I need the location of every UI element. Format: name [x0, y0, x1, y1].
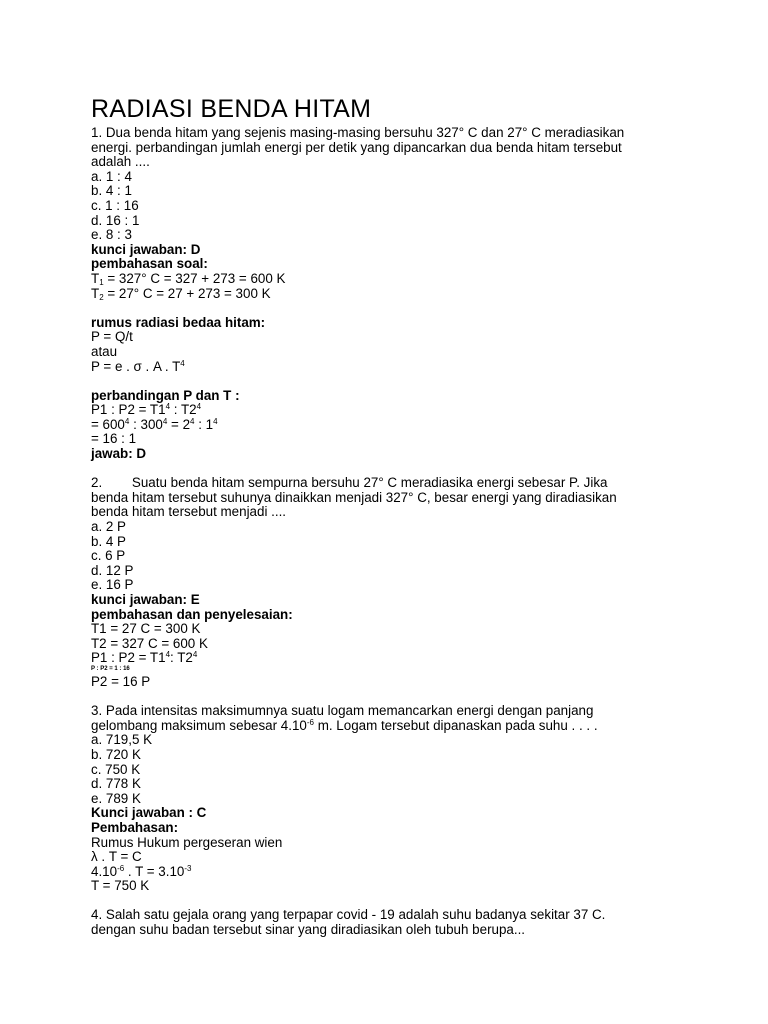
answer-option: d. 12 P — [91, 562, 134, 578]
question-text-line: 2. Suatu benda hitam sempurna bersuhu 27° C meradiasika energi sebesar P. Jika — [91, 475, 608, 491]
answer-option: b. 4 P — [91, 533, 126, 549]
question-text-line: benda hitam tersebut menjadi .... — [91, 504, 287, 520]
tiny-solution-line: P : P2 = 1 : 16 — [91, 665, 130, 672]
answer-key: kunci jawaban: E — [91, 592, 200, 607]
answer-option: c. 6 P — [91, 548, 126, 564]
answer-option: a. 2 P — [91, 519, 126, 535]
answer-option: a. 719,5 K — [91, 732, 153, 748]
question-text-line: benda hitam tersebut suhunya dinaikkan menjadi 327° C, besar energi yang diradiasikan — [91, 489, 617, 505]
question-text-line: energi. perbandingan jumlah energi per detik yang dipancarkan dua benda hitam tersebut — [91, 139, 622, 155]
question-3 — [91, 704, 731, 894]
solution-line: P1 : $P2 = T1^4$: $T2^4$ — [91, 650, 198, 666]
answer-option: a. 1 : 4 — [91, 168, 132, 184]
formula-label: rumus radiasi bedaa hitam: — [91, 314, 266, 330]
formula-line: P = e . σ . A . $T^4$ — [91, 358, 185, 374]
question-4 — [91, 908, 731, 937]
discussion-label: pembahasan soal: — [91, 256, 208, 272]
answer-option: e. 16 P — [91, 577, 134, 593]
answer-option: c. 1 : 16 — [91, 197, 139, 213]
ratio-line: P1 : $P2 = T1^4$ : $T2^4$ — [91, 402, 202, 418]
solution-line: λ . T = C — [91, 849, 142, 865]
answer-option: e. 8 : 3 — [91, 227, 132, 243]
answer-key: kunci jawaban: D — [91, 241, 201, 257]
question-text-line: 1. Dua benda hitam yang sejenis masing-masing bersuhu 327° C dan 27° C meradiasikan — [91, 125, 625, 140]
solution-line: T = 750 K — [91, 878, 150, 894]
solution-line: $T_2 = 27^\circ$ C = 27 + 273 = 300 K — [91, 285, 271, 302]
question-1 — [91, 126, 731, 462]
solution-line: T2 = 327 C = 600 K — [91, 635, 208, 651]
answer-option: e. 789 K — [91, 790, 141, 806]
document-body — [91, 126, 731, 938]
answer-option: c. 750 K — [91, 761, 141, 777]
answer-option: b. 720 K — [91, 746, 141, 762]
solution-line: P2 = 16 P — [91, 673, 151, 689]
solution-line: $4.10^{-6}$ . $T = 3.10^{-3}$ — [91, 863, 192, 879]
question-text-line: 4. Salah satu gejala orang yang terpapar covid - 19 adalah suhu badanya sekitar 37 C. — [91, 907, 606, 923]
formula-line: P = Q/t — [91, 329, 133, 345]
question-text-line: adalah .... — [91, 154, 150, 170]
solution-line: T1 = 27 C = 300 K — [91, 621, 201, 637]
solution-line: $T_1 = 327^\circ$ C = 327 + 273 = 600 K — [91, 270, 286, 287]
page-title: RADIASI BENDA HITAM — [91, 95, 372, 123]
question-text-line: dengan suhu badan tersebut sinar yang diradiasikan oleh tubuh berupa... — [91, 922, 526, 938]
question-text-line: gelombang maksimum sebesar $4.10^{-6}$ m. Logam tersebut dipanaskan pada suhu . . . . — [91, 717, 598, 733]
ratio-line: = $600^4$ : $300^4 = 2^4$ : $1^4$ — [91, 416, 218, 432]
formula-line: atau — [91, 343, 118, 359]
discussion-label: pembahasan dan penyelesaian: — [91, 606, 293, 622]
ratio-label: perbandingan P dan T : — [91, 387, 240, 403]
answer-key: Kunci jawaban : C — [91, 805, 207, 821]
question-text-line: 3. Pada intensitas maksimumnya suatu logam memancarkan energi dengan panjang — [91, 703, 594, 719]
answer-option: b. 4 : 1 — [91, 183, 132, 199]
answer-option: d. 778 K — [91, 776, 141, 792]
question-2 — [91, 476, 731, 689]
ratio-line: = 16 : 1 — [91, 431, 137, 447]
discussion-label: Pembahasan: — [91, 819, 179, 835]
final-answer: jawab: D — [91, 446, 147, 462]
solution-line: Rumus Hukum pergeseran wien — [91, 834, 283, 850]
answer-option: d. 16 : 1 — [91, 212, 140, 228]
